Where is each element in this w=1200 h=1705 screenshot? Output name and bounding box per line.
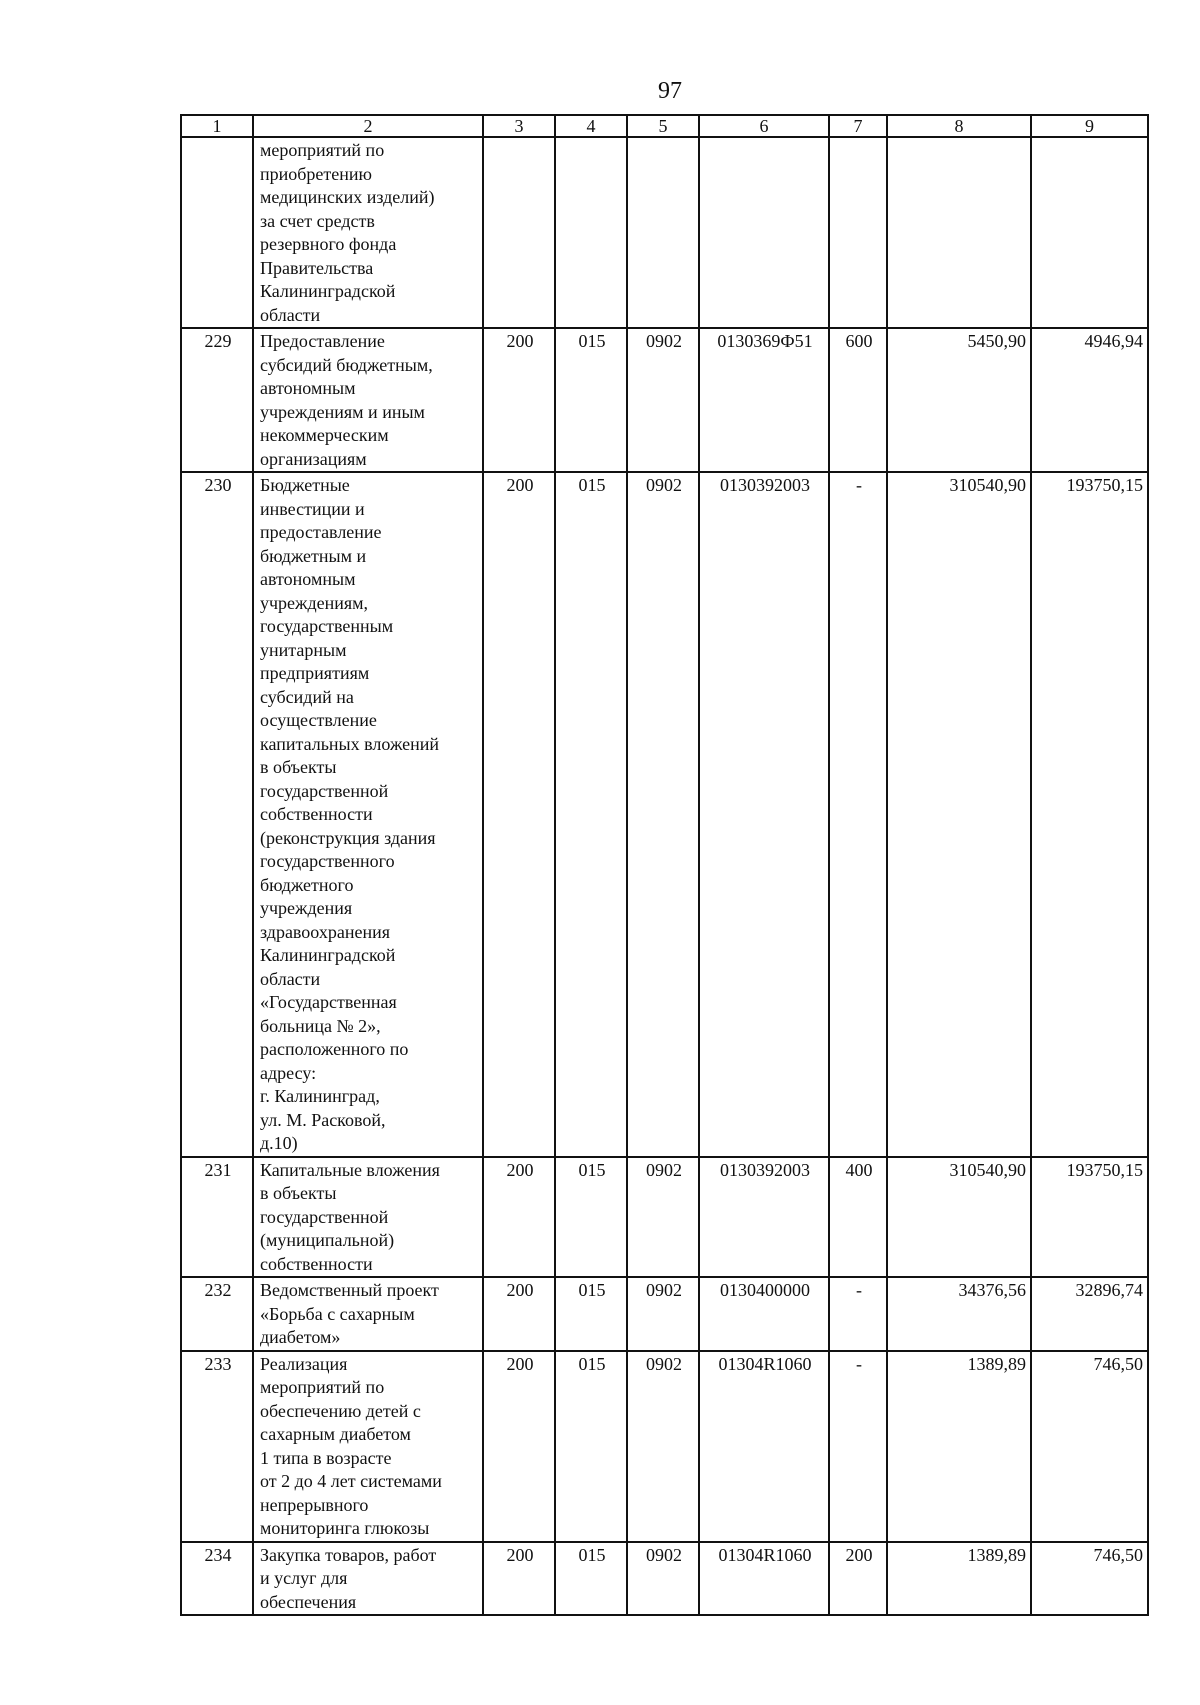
col-header-7: 7 bbox=[829, 115, 887, 137]
cell-col3 bbox=[483, 137, 555, 328]
cell-col5: 0902 bbox=[627, 1277, 699, 1351]
table-row bbox=[181, 328, 1148, 472]
cell-col7: - bbox=[829, 1277, 887, 1351]
cell-col4: 015 bbox=[555, 1351, 627, 1542]
cell-col9: 193750,15 bbox=[1031, 472, 1148, 1157]
row-name: Бюджетные инвестиции и предоставление бюджетным и автономным учреждениям, государственным унитарным предприятиям субсидий на осуществление капитальных вложений в объекты государственной собственности (реконструкция здания государственного бюджетного учреждения здравоохранения Калининградской области «Государственная больница № 2», расположенного по адресу: г. Калининград, ул. М. Расковой, д.10) bbox=[253, 472, 483, 1157]
cell-col4: 015 bbox=[555, 1157, 627, 1278]
cell-col7: - bbox=[829, 1351, 887, 1542]
col-header-4: 4 bbox=[555, 115, 627, 137]
col-header-1: 1 bbox=[181, 115, 253, 137]
cell-col5 bbox=[627, 137, 699, 328]
cell-col3: 200 bbox=[483, 328, 555, 472]
page-number: 97 bbox=[658, 78, 682, 104]
row-name: Закупка товаров, работ и услуг для обеспечения bbox=[253, 1542, 483, 1616]
cell-col7: 600 bbox=[829, 328, 887, 472]
table-row bbox=[181, 472, 1148, 1157]
cell-col6 bbox=[699, 137, 829, 328]
cell-col5: 0902 bbox=[627, 1157, 699, 1278]
cell-col5: 0902 bbox=[627, 472, 699, 1157]
cell-col8: 1389,89 bbox=[887, 1351, 1031, 1542]
cell-col3: 200 bbox=[483, 1157, 555, 1278]
cell-col9: 746,50 bbox=[1031, 1542, 1148, 1616]
cell-col7: 200 bbox=[829, 1542, 887, 1616]
cell-col8: 5450,90 bbox=[887, 328, 1031, 472]
cell-col3: 200 bbox=[483, 1351, 555, 1542]
cell-col5: 0902 bbox=[627, 1542, 699, 1616]
cell-col5: 0902 bbox=[627, 1351, 699, 1542]
cell-col6: 0130392003 bbox=[699, 472, 829, 1157]
cell-col8 bbox=[887, 137, 1031, 328]
table-row bbox=[181, 1157, 1148, 1278]
cell-col5: 0902 bbox=[627, 328, 699, 472]
row-number bbox=[181, 137, 253, 328]
row-name: Капитальные вложения в объекты государственной (муниципальной) собственности bbox=[253, 1157, 483, 1278]
row-name: мероприятий по приобретению медицинских изделий) за счет средств резервного фонда Правительства Калининградской области bbox=[253, 137, 483, 328]
cell-col3: 200 bbox=[483, 1542, 555, 1616]
row-name: Реализация мероприятий по обеспечению детей с сахарным диабетом 1 типа в возрасте от 2 до 4 лет системами непрерывного мониторинга глюкозы bbox=[253, 1351, 483, 1542]
table-row bbox=[181, 1277, 1148, 1351]
cell-col9: 746,50 bbox=[1031, 1351, 1148, 1542]
cell-col3: 200 bbox=[483, 472, 555, 1157]
col-header-9: 9 bbox=[1031, 115, 1148, 137]
cell-col4: 015 bbox=[555, 1277, 627, 1351]
cell-col8: 1389,89 bbox=[887, 1542, 1031, 1616]
header-row bbox=[181, 115, 1148, 137]
row-number: 230 bbox=[181, 472, 253, 1157]
cell-col8: 310540,90 bbox=[887, 1157, 1031, 1278]
table-row bbox=[181, 1542, 1148, 1616]
cell-col6: 0130369Ф51 bbox=[699, 328, 829, 472]
cell-col4 bbox=[555, 137, 627, 328]
col-header-3: 3 bbox=[483, 115, 555, 137]
cell-col4: 015 bbox=[555, 472, 627, 1157]
row-name: Ведомственный проект «Борьба с сахарным диабетом» bbox=[253, 1277, 483, 1351]
col-header-6: 6 bbox=[699, 115, 829, 137]
row-number: 229 bbox=[181, 328, 253, 472]
cell-col8: 310540,90 bbox=[887, 472, 1031, 1157]
cell-col6: 01304R1060 bbox=[699, 1542, 829, 1616]
row-name: Предоставление субсидий бюджетным, автономным учреждениям и иным некоммерческим организациям bbox=[253, 328, 483, 472]
col-header-8: 8 bbox=[887, 115, 1031, 137]
table-row bbox=[181, 1351, 1148, 1542]
cell-col7 bbox=[829, 137, 887, 328]
cell-col9: 193750,15 bbox=[1031, 1157, 1148, 1278]
cell-col7: 400 bbox=[829, 1157, 887, 1278]
cell-col4: 015 bbox=[555, 1542, 627, 1616]
cell-col6: 0130400000 bbox=[699, 1277, 829, 1351]
budget-table bbox=[180, 114, 1149, 1616]
cell-col9: 4946,94 bbox=[1031, 328, 1148, 472]
cell-col9: 32896,74 bbox=[1031, 1277, 1148, 1351]
row-number: 232 bbox=[181, 1277, 253, 1351]
row-number: 231 bbox=[181, 1157, 253, 1278]
cell-col8: 34376,56 bbox=[887, 1277, 1031, 1351]
col-header-2: 2 bbox=[253, 115, 483, 137]
cell-col6: 0130392003 bbox=[699, 1157, 829, 1278]
cell-col3: 200 bbox=[483, 1277, 555, 1351]
cell-col4: 015 bbox=[555, 328, 627, 472]
cell-col7: - bbox=[829, 472, 887, 1157]
col-header-5: 5 bbox=[627, 115, 699, 137]
table-row bbox=[181, 137, 1148, 328]
row-number: 234 bbox=[181, 1542, 253, 1616]
cell-col9 bbox=[1031, 137, 1148, 328]
row-number: 233 bbox=[181, 1351, 253, 1542]
cell-col6: 01304R1060 bbox=[699, 1351, 829, 1542]
